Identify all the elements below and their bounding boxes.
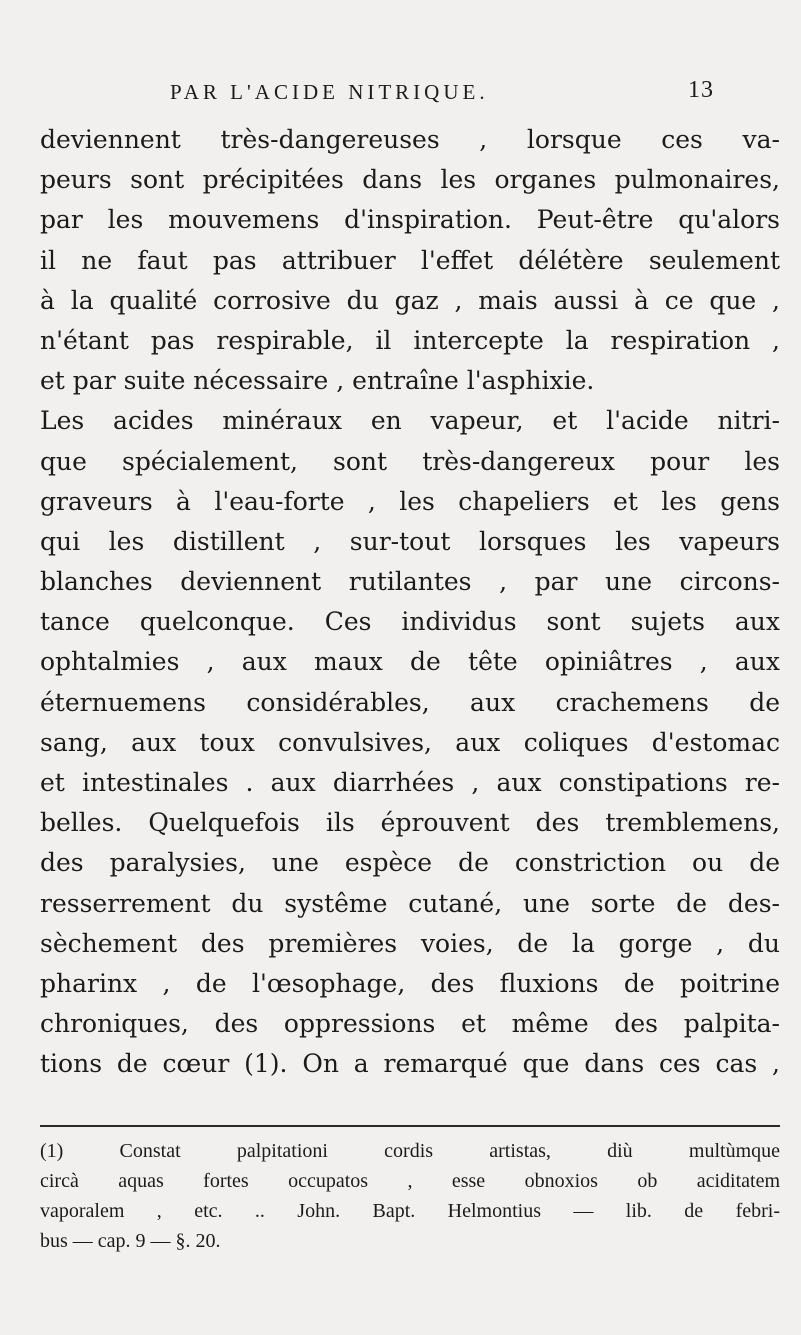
text-line: tance quelconque. Ces individus sont sujets aux [40,607,780,637]
running-head: PAR L'ACIDE NITRIQUE. [170,80,489,104]
text-line: éternuemens considérables, aux crachemens de [40,687,780,717]
page-number: 13 [688,77,714,103]
text-line: sang, aux toux convulsives, aux coliques d'estomac [40,727,780,757]
text-line: et intestinales . aux diarrhées , aux constipations re- [40,768,780,797]
footnote [40,1136,780,1256]
footnote-rule [40,1125,780,1127]
text-line: à la qualité corrosive du gaz , mais aussi à ce que , [40,285,780,315]
text-line: pharinx , de l'œsophage, des fluxions de poitrine [40,968,780,998]
text-line: deviennent très-dangereuses , lorsque ces va- [40,125,780,154]
footnote-line: (1) Constat palpitationi cordis artistas, diù multùmque [40,1140,780,1162]
text-line: blanches deviennent rutilantes , par une circons- [40,567,780,597]
text-line: ophtalmies , aux maux de tête opiniâtres , aux [40,647,780,677]
text-line: qui les distillent , sur-tout lorsques les vapeurs [40,526,780,556]
text-line: il ne faut pas attribuer l'effet délétère seulement [40,245,780,275]
footnote-line: bus — cap. 9 — §. 20. [40,1230,221,1252]
text-line: tions de cœur (1). On a remarqué que dans ces cas , [40,1049,780,1079]
text-line: des paralysies, une espèce de constriction ou de [40,848,780,878]
text-line: n'étant pas respirable, il intercepte la respiration , [40,325,780,355]
footnote-line: vaporalem , etc. .. John. Bapt. Helmontius — lib. de febri- [40,1200,780,1222]
footnote-line: circà aquas fortes occupatos , esse obnoxios ob aciditatem [40,1170,780,1192]
text-line: chroniques, des oppressions et même des palpita- [40,1009,780,1039]
text-line: graveurs à l'eau-forte , les chapeliers et les gens [40,486,780,516]
body-text [40,120,780,1085]
text-line: sèchement des premières voies, de la gorge , du [40,928,780,958]
text-line: peurs sont précipitées dans les organes pulmonaires, [40,165,780,195]
text-line: resserrement du systême cutané, une sorte de des- [40,888,780,918]
text-line: par les mouvemens d'inspiration. Peut-être qu'alors [40,205,780,235]
text-line: que spécialement, sont très-dangereux pour les [40,446,780,476]
text-line: Les acides minéraux en vapeur, et l'acide nitri- [40,406,780,436]
text-line: belles. Quelquefois ils éprouvent des tremblemens, [40,808,780,838]
text-line: et par suite nécessaire , entraîne l'asphixie. [40,366,595,396]
